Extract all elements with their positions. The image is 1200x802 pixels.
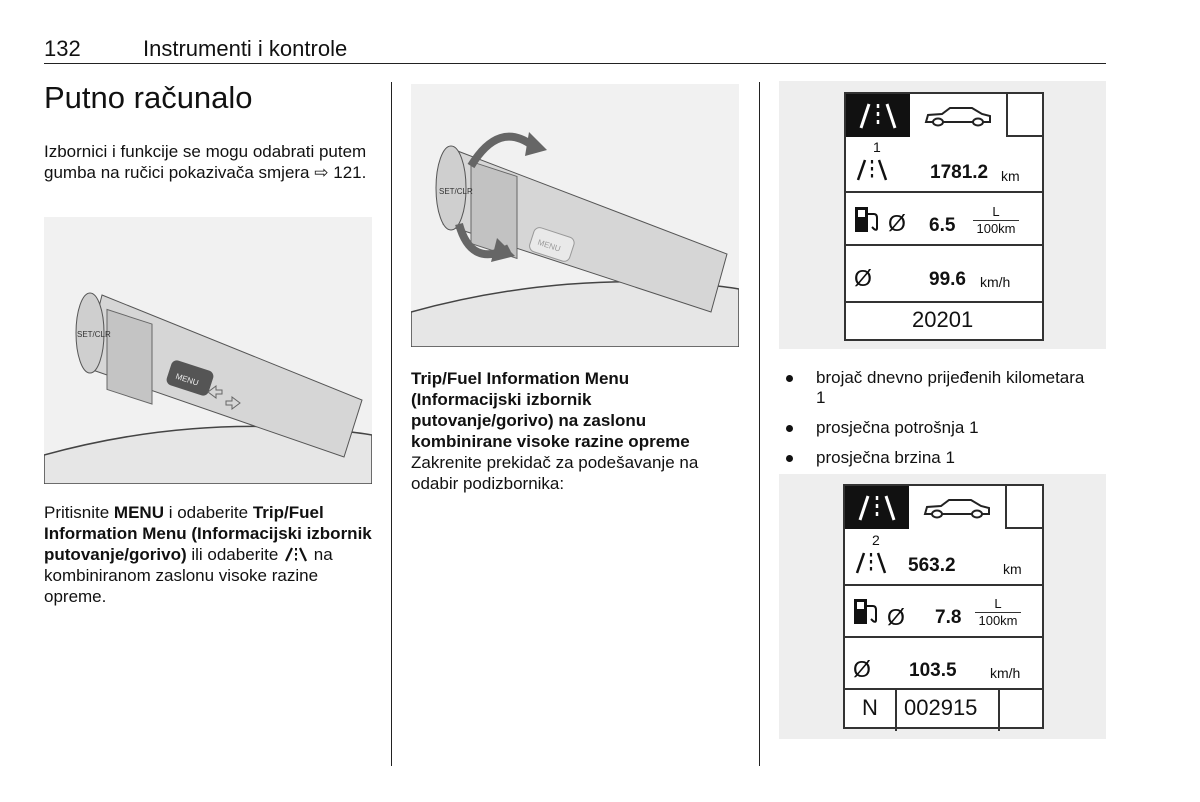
odometer: 002915 <box>904 695 978 720</box>
menu-button-label: MENU <box>113 503 164 522</box>
road-icon <box>853 549 889 575</box>
road-icon <box>846 94 910 137</box>
consumption-unit-top: L <box>973 204 1019 221</box>
road-icon <box>283 546 309 562</box>
consumption-unit-bottom: 100km <box>976 221 1016 236</box>
list-item: brojač dnevno prijeđenih kilometara 1 <box>785 368 1095 408</box>
trip-distance: 563.2 <box>908 555 956 576</box>
column-divider-right <box>759 82 760 766</box>
menu-name: Trip/Fuel Information Menu (Informacijski izbornik putovanje/gorivo) <box>44 503 372 564</box>
cell-divider <box>998 688 1000 731</box>
trip-index: 1 <box>873 139 881 155</box>
stalk-setclr-label-2: SET/CLR <box>439 187 473 196</box>
fuel-pump-icon <box>853 204 881 234</box>
stalk-menu-label-2: MENU <box>536 237 562 254</box>
reference-page: 121. <box>333 163 367 182</box>
odometer: 20201 <box>912 307 974 332</box>
car-icon <box>910 94 1006 137</box>
avg-consumption: 6.5 <box>929 215 956 236</box>
intro-text: Izbornici i funkcije se mogu odabrati putem gumba na ručici pokazivača smjera <box>44 142 367 182</box>
stalk-photo-menu <box>44 217 372 484</box>
consumption-unit-bottom: 100km <box>978 613 1018 628</box>
road-icon <box>854 156 890 182</box>
instruction-text-2: i odaberite <box>163 503 253 522</box>
section-title: Putno računalo <box>44 80 253 115</box>
stalk-photo-rotary <box>411 84 739 347</box>
trip-display-2 <box>843 484 1044 729</box>
trip-index: 2 <box>872 532 880 548</box>
average-symbol: Ø <box>854 265 872 291</box>
vehicle-tab <box>910 94 1008 137</box>
distance-unit: km <box>1003 561 1022 577</box>
row-divider <box>845 636 1042 638</box>
consumption-unit <box>975 596 1021 629</box>
trip-distance: 1781.2 <box>930 162 989 183</box>
row-divider <box>846 191 1042 193</box>
submenu-section <box>411 368 736 494</box>
tab-rule <box>1008 135 1042 137</box>
speed-unit: km/h <box>980 274 1011 290</box>
fuel-pump-icon <box>852 596 880 626</box>
stalk-menu-label: MENU <box>174 371 200 388</box>
car-icon <box>909 486 1005 529</box>
stalk-setclr-label: SET/CLR <box>77 330 111 339</box>
header-rule <box>44 63 1106 64</box>
avg-speed: 99.6 <box>929 269 966 290</box>
instruction-text-3: ili odaberite <box>186 545 284 564</box>
submenu-body: Zakrenite prekidač za podešavanje na odabir podizbornika: <box>411 453 699 493</box>
list-item: prosječna brzina 1 <box>785 448 1095 468</box>
average-symbol: Ø <box>887 604 905 630</box>
vehicle-tab <box>909 486 1007 529</box>
trip-tab-active <box>846 94 910 137</box>
submenu-heading: Trip/Fuel Information Menu (Informacijski izbornik putovanje/gorivo) na zaslonu kombinirane visoke razine opreme <box>411 369 690 451</box>
column-divider-left <box>391 82 392 766</box>
instruction-text-1: Pritisnite <box>44 503 114 522</box>
row-divider <box>846 244 1042 246</box>
row-divider <box>845 584 1042 586</box>
row-divider <box>845 688 1042 690</box>
speed-unit: km/h <box>990 665 1021 681</box>
road-icon <box>845 486 909 529</box>
reference-arrow-icon: ⇨ <box>314 163 329 182</box>
trip-display-1 <box>844 92 1044 341</box>
row-divider <box>846 301 1042 303</box>
function-list <box>785 368 1095 478</box>
tab-rule <box>1007 527 1042 529</box>
avg-speed: 103.5 <box>909 660 957 681</box>
instruction-paragraph <box>44 502 379 607</box>
page-number: 132 <box>44 36 81 61</box>
average-symbol: Ø <box>888 210 906 236</box>
chapter-title: Instrumenti i kontrole <box>143 36 348 61</box>
average-symbol: Ø <box>853 656 871 682</box>
consumption-unit-top: L <box>975 596 1021 613</box>
distance-unit: km <box>1001 168 1020 184</box>
intro-paragraph <box>44 141 374 183</box>
instruction-text-4: na kombiniranom zaslonu visoke razine opreme. <box>44 545 333 606</box>
trip-tab-active <box>845 486 909 529</box>
list-item: prosječna potrošnja 1 <box>785 418 1095 438</box>
gear-indicator: N <box>862 695 878 720</box>
consumption-unit <box>973 204 1019 237</box>
cell-divider <box>895 688 897 731</box>
avg-consumption: 7.8 <box>935 607 962 628</box>
